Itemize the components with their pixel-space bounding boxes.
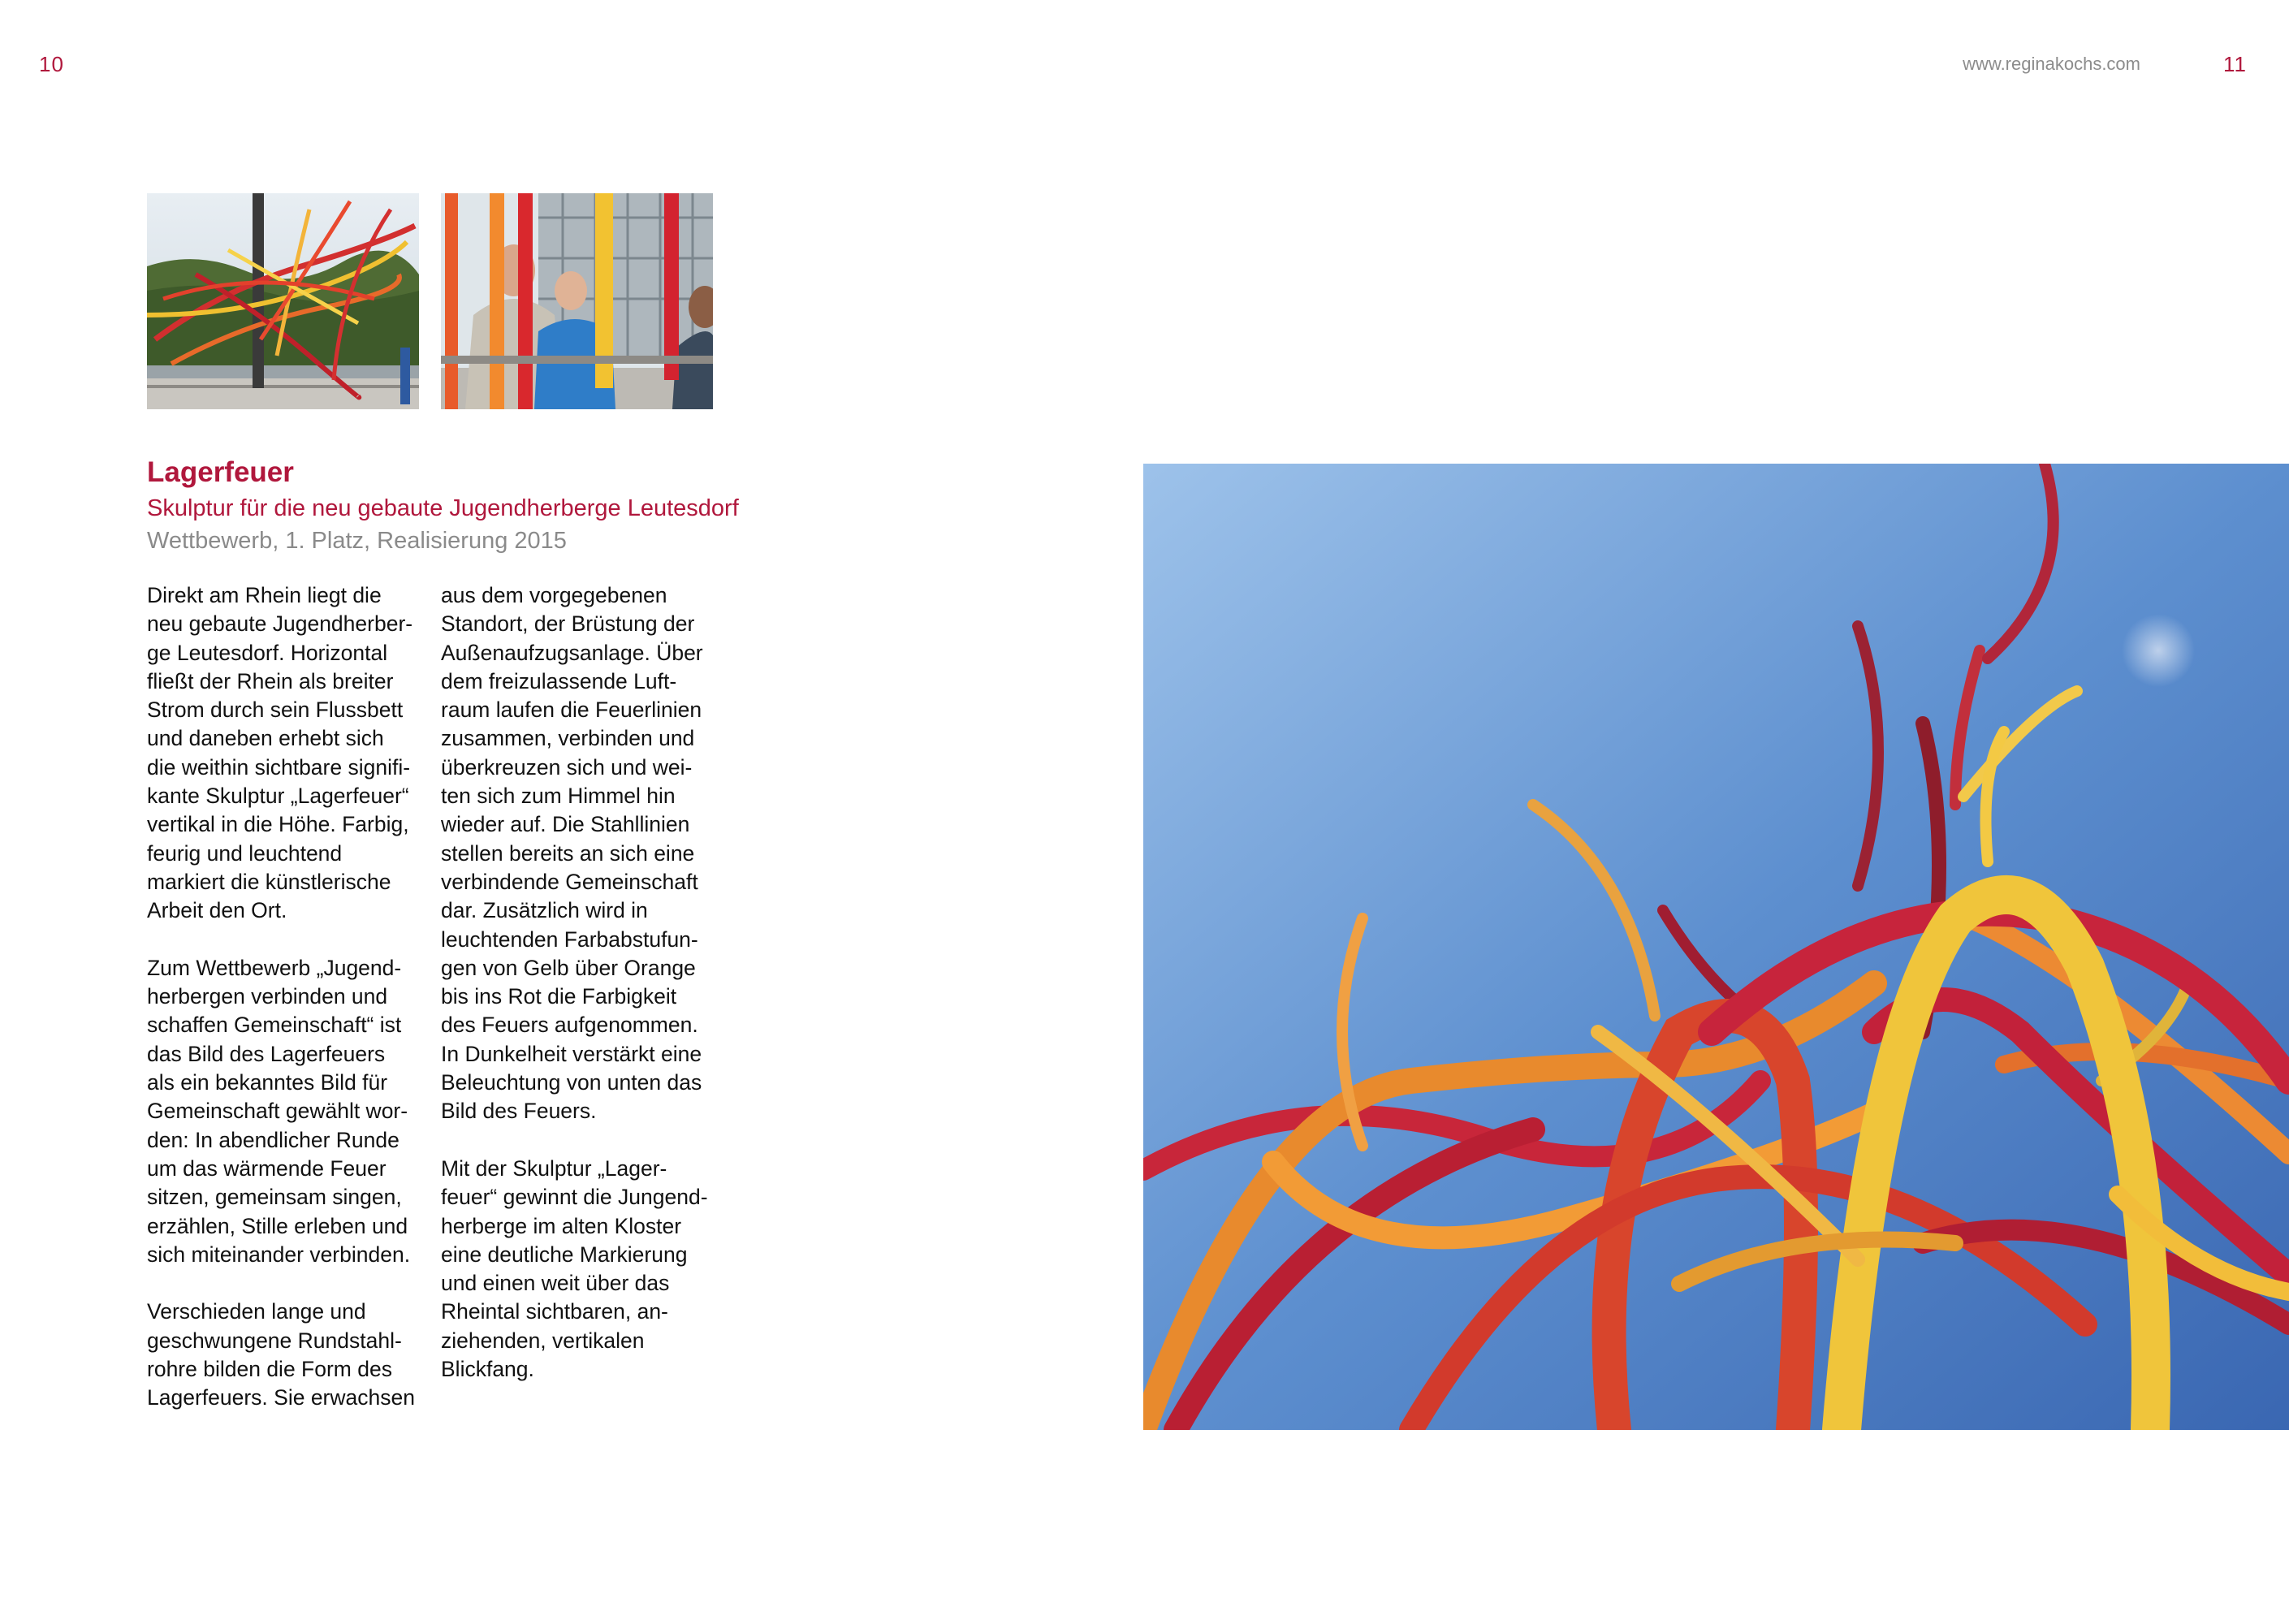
text-line: Zum Wettbewerb „Jugend- — [147, 955, 402, 980]
text-line: markiert die künstlerische — [147, 869, 391, 894]
article-title: Lagerfeuer — [147, 456, 294, 488]
body-paragraph — [147, 954, 433, 1269]
text-line: und daneben erhebt sich — [147, 726, 384, 751]
body-text-column-1 — [147, 581, 433, 1441]
text-line: Strom durch sein Flussbett — [147, 698, 404, 723]
text-line: Mit der Skulptur „Lager- — [441, 1155, 667, 1181]
text-line: stellen bereits an sich eine — [441, 840, 695, 866]
body-paragraph — [441, 1155, 727, 1384]
text-line: um das wärmende Feuer — [147, 1155, 387, 1181]
body-text-column-2 — [441, 581, 727, 1413]
text-line: In Dunkelheit verstärkt eine — [441, 1041, 702, 1066]
text-line: feuer“ gewinnt die Jungend- — [441, 1185, 708, 1210]
page-number-right: 11 — [2223, 52, 2247, 76]
text-line: Bild des Feuers. — [441, 1099, 597, 1124]
text-line: schaffen Gemeinschaft“ ist — [147, 1013, 402, 1038]
text-line: das Bild des Lagerfeuers — [147, 1041, 386, 1066]
text-line: feurig und leuchtend — [147, 840, 343, 866]
text-line: Blickfang. — [441, 1357, 534, 1382]
text-line: Rheintal sichtbaren, an- — [441, 1299, 668, 1324]
text-line: leuchtenden Farbabstufun- — [441, 926, 698, 952]
text-line: erzählen, Stille erleben und — [147, 1213, 408, 1238]
text-line: ten sich zum Himmel hin — [441, 784, 676, 809]
text-line: dem freizulassende Luft- — [441, 668, 677, 693]
text-line: Arbeit den Ort. — [147, 898, 287, 923]
text-line: als ein bekanntes Bild für — [147, 1070, 388, 1095]
text-line: Standort, der Brüstung der — [441, 611, 695, 637]
thumbnail-sculpture-riverside — [147, 193, 419, 409]
text-line: rohre bilden die Form des — [147, 1357, 392, 1382]
text-line: Direkt am Rhein liegt die — [147, 583, 382, 607]
text-line: Verschieden lange und — [147, 1299, 366, 1324]
website-url: www.reginakochs.com — [1963, 54, 2140, 74]
text-line: zusammen, verbinden und — [441, 726, 695, 751]
text-line: verbindende Gemeinschaft — [441, 869, 698, 894]
body-paragraph — [147, 581, 433, 926]
text-line: sitzen, gemeinsam singen, — [147, 1185, 402, 1210]
text-line: Außenaufzugsanlage. Über — [441, 640, 703, 665]
text-line: fließt der Rhein als breiter — [147, 668, 394, 693]
text-line: eine deutliche Markierung — [441, 1242, 688, 1267]
text-line: sich miteinander verbinden. — [147, 1242, 411, 1267]
text-line: herberge im alten Kloster — [441, 1213, 682, 1238]
text-line: die weithin sichtbare signifi- — [147, 754, 411, 780]
text-line: kante Skulptur „Lagerfeuer“ — [147, 784, 409, 809]
text-line: Gemeinschaft gewählt wor- — [147, 1099, 408, 1124]
article-subtitle: Skulptur für die neu gebaute Jugendherberge Leutesdorf — [147, 495, 739, 521]
text-line: ge Leutesdorf. Horizontal — [147, 640, 388, 665]
text-line: den: In abendlicher Runde — [147, 1127, 399, 1152]
text-line: gen von Gelb über Orange — [441, 955, 696, 980]
text-line: raum laufen die Feuerlinien — [441, 698, 702, 723]
text-line: aus dem vorgegebenen — [441, 583, 667, 607]
page-number-left: 10 — [39, 52, 64, 76]
body-paragraph — [147, 1298, 433, 1412]
text-line: bis ins Rot die Farbigkeit — [441, 984, 677, 1009]
main-photo-sculpture — [1143, 464, 2289, 1430]
body-paragraph — [441, 581, 727, 1126]
text-line: ziehenden, vertikalen — [441, 1328, 645, 1353]
text-line: des Feuers aufgenommen. — [441, 1013, 698, 1038]
text-line: neu gebaute Jugendherber- — [147, 611, 413, 637]
text-line: wieder auf. Die Stahllinien — [441, 812, 690, 837]
text-line: überkreuzen sich und wei- — [441, 754, 693, 780]
article-meta: Wettbewerb, 1. Platz, Realisierung 2015 — [147, 528, 567, 554]
text-line: geschwungene Rundstahl- — [147, 1328, 402, 1353]
text-line: und einen weit über das — [441, 1271, 670, 1296]
text-line: Beleuchtung von unten das — [441, 1070, 702, 1095]
text-line: Lagerfeuers. Sie erwachsen — [147, 1385, 415, 1410]
text-line: dar. Zusätzlich wird in — [441, 898, 648, 923]
thumbnail-sculpture-people — [441, 193, 713, 409]
text-line: herbergen verbinden und — [147, 984, 388, 1009]
text-line: vertikal in die Höhe. Farbig, — [147, 812, 409, 837]
